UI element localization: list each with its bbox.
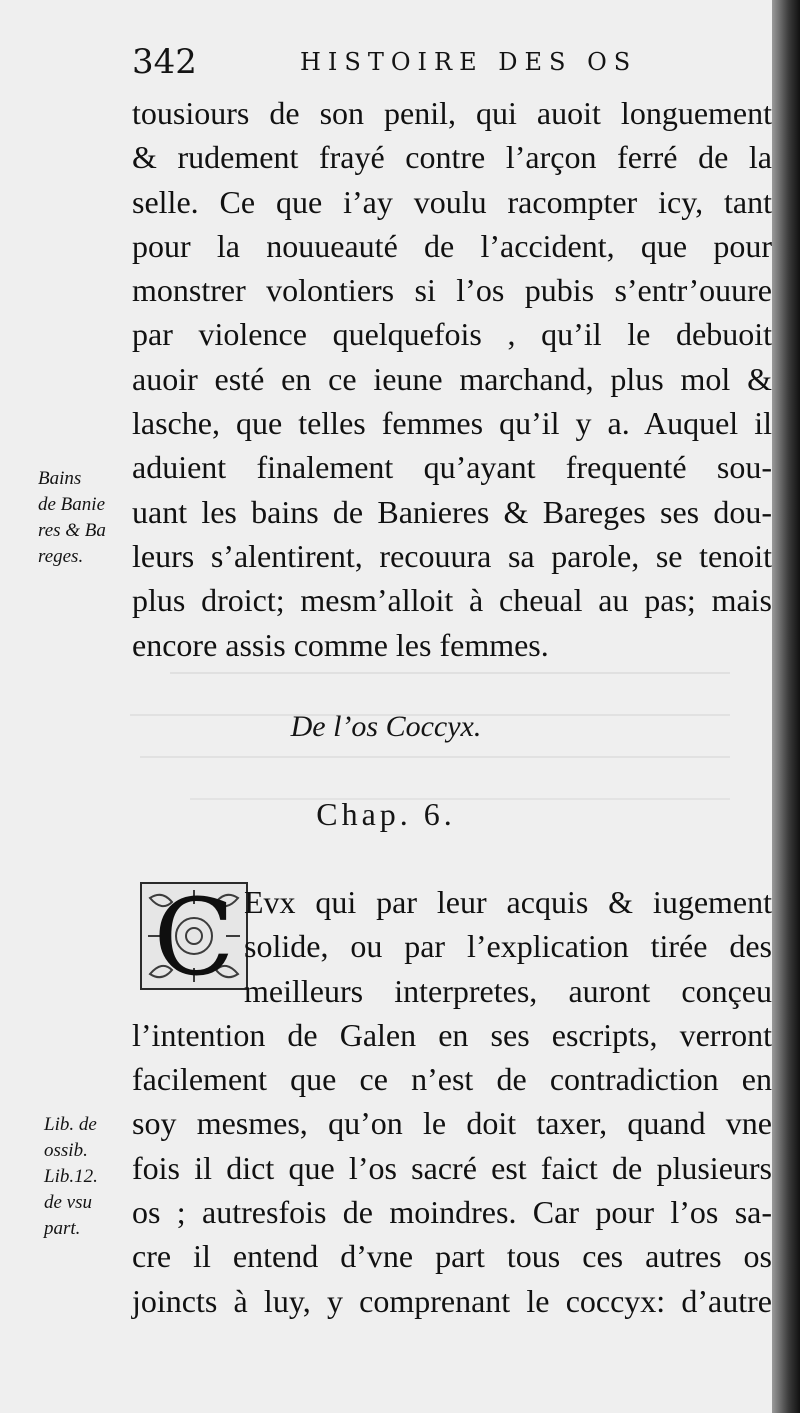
page-edge-shadow [772, 0, 800, 1413]
margin-note-bains [38, 466, 136, 570]
drop-cap-letter: C [153, 876, 235, 999]
text-line: solide, ou par l’explication tirée des [244, 928, 772, 965]
running-header [132, 38, 752, 88]
text-line: lasche, que telles femmes qu’il y a. Auquel il [132, 405, 772, 442]
margin-note-line: res & Ba [38, 520, 106, 541]
text-line: selle. Ce que i’ay voulu racompter icy, tant [132, 183, 772, 220]
text-line: auoir esté en ce ieune marchand, plus mol & [132, 360, 772, 397]
margin-note-line: de vsu [44, 1192, 93, 1213]
text-line: soy mesmes, qu’on le doit taxer, quand vne [132, 1105, 772, 1142]
margin-note-line: Bains [38, 468, 82, 489]
chapter-heading: Chap. 6. [316, 796, 456, 832]
paragraph-block-2 [132, 880, 772, 1323]
paragraph-block-1 [132, 91, 772, 667]
text-line: & rudement frayé contre l’arçon ferré de la [132, 139, 772, 176]
text-line: par violence quelquefois , qu’il le debuoit [132, 316, 772, 353]
text-line: pour la nouueauté de l’accident, que pour [132, 227, 772, 264]
margin-note-line: part. [44, 1218, 81, 1239]
margin-note-line: ossib. [44, 1140, 88, 1161]
text-line: joincts à luy, y comprenant le coccyx: d’autre [132, 1282, 772, 1319]
text-line: facilement que ce n’est de contradiction en [132, 1061, 772, 1098]
text-line: aduient finalement qu’ayant frequenté sou- [132, 449, 772, 486]
text-line: tousiours de son penil, qui auoit longuement [132, 95, 772, 131]
margin-note-line: Lib. de [44, 1114, 97, 1135]
page-number: 342 [132, 42, 197, 82]
section-title: De l’os Coccyx. [290, 710, 482, 743]
text-line: uant les bains de Banieres & Bareges ses dou- [132, 493, 772, 530]
margin-note-line: reges. [38, 546, 84, 567]
text-line: monstrer volontiers si l’os pubis s’entr’ouure [132, 272, 772, 309]
text-line: Evx qui par leur acquis & iugement [244, 884, 772, 920]
text-line: leurs s’alentirent, recouura sa parole, se tenoit [132, 537, 772, 574]
text-line: meilleurs interpretes, auront conçeu [244, 972, 772, 1009]
margin-note-line: de Banie [38, 494, 106, 515]
text-line: os ; autresfois de moindres. Car pour l’os sa- [132, 1194, 772, 1231]
text-line: encore assis comme les femmes. [132, 626, 549, 663]
margin-note-reference [44, 1112, 142, 1242]
running-head-title: HISTOIRE DES OS [300, 48, 638, 76]
margin-note-line: Lib.12. [44, 1166, 98, 1187]
text-line: cre il entend d’vne part tous ces autres os [132, 1238, 772, 1275]
text-line: l’intention de Galen en ses escripts, verront [132, 1016, 772, 1053]
text-line: fois il dict que l’os sacré est faict de plusieurs [132, 1149, 772, 1186]
text-line: plus droict; mesm’alloit à cheual au pas; mais [132, 582, 772, 619]
